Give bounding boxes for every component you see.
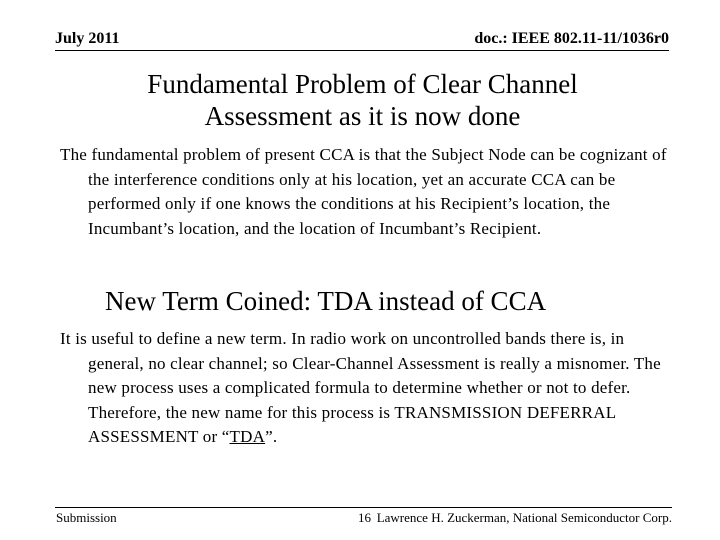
header-date: July 2011 <box>55 30 120 47</box>
footer-author: Lawrence H. Zuckerman, National Semiconductor Corp. <box>376 510 672 525</box>
section-subtitle: New Term Coined: TDA instead of CCA <box>105 286 547 316</box>
paragraph-2-text <box>60 327 675 450</box>
footer-divider <box>55 507 672 508</box>
body-paragraph-2 <box>60 327 675 450</box>
footer-page-number: 16 <box>358 510 371 525</box>
header-doc-id: doc.: IEEE 802.11-11/1036r0 <box>474 30 669 47</box>
body-paragraph-1 <box>60 143 670 241</box>
tda-term: TDA <box>229 427 266 446</box>
slide-title: Fundamental Problem of Clear Channel Assessment as it is now done <box>147 69 578 131</box>
paragraph-2-closing: ”. <box>265 427 278 446</box>
header-divider <box>55 50 669 51</box>
paragraph-1-text: The fundamental problem of present CCA is that the Subject Node can be cognizant of the interference conditions only at his location, yet an accurate CCA can be performed only if one knows the conditions at his Recipient’s location, the Incumbant’s location, and the location of Incumbant’s Recipient. <box>60 145 667 238</box>
paragraph-2-main: It is useful to define a new term. In radio work on uncontrolled bands there is, in general, no clear channel; so Clear-Channel Assessment is really a misnomer. The new process uses a complicated formula to determine whether or not to defer. Therefore, the new name for this process is TRANSMISSION DEFERRAL ASSESSMENT or “ <box>60 329 661 446</box>
footer-submission: Submission <box>56 510 117 525</box>
